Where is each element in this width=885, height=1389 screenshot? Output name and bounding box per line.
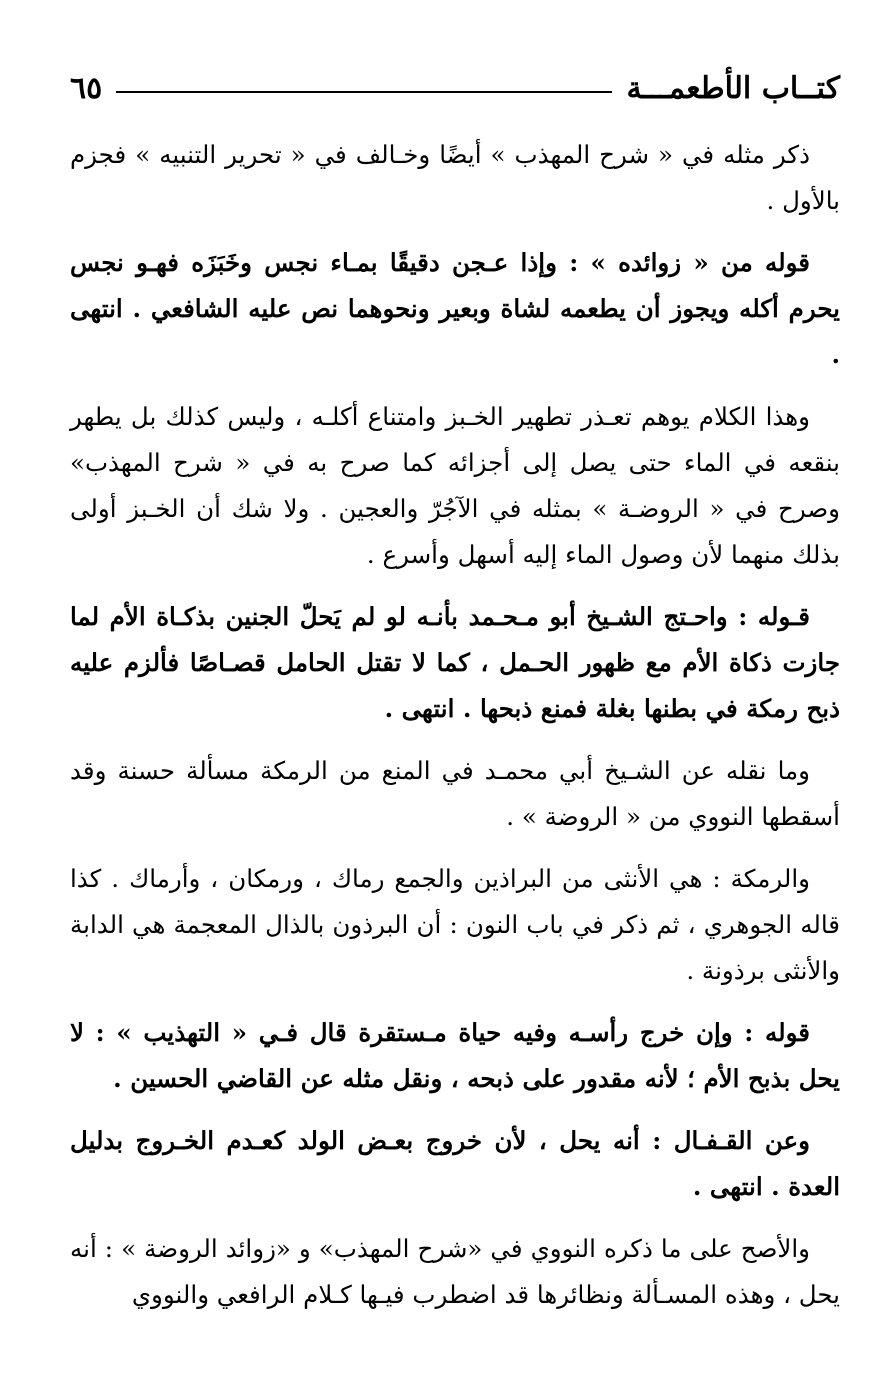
paragraph-4-quote: قـوله : واحـتج الشـيخ أبو مـحـمد بأنـه لو لم يَحلّ الجنين بذكـاة الأم لما جازت ذكاة الأم مع ظهور الحـمل ، كما لا تقتل الحامل قصـاصًا فألزم عليه ذبح رمكة في بطنها بغلة فمنع ذبحها . انتهى . xyxy=(70,602,841,723)
paragraph-9: والأصح على ما ذكره النووي في «شرح المهذب» و «زوائد الروضة » : أنه يحل ، وهذه المسـألة ونظائرها قد اضطرب فيـها كـلام الرافعي والنووي xyxy=(70,1234,840,1309)
paragraph-3: وهذا الكلام يوهم تعـذر تطهير الخـبز وامتناع أكلـه ، وليس كذلك بل يطهر بنقعه في الماء حتى يصل إلى أجزائه كما صرح به في « شرح المهذب» وصرح في « الروضـة » بمثله في الآجُرّ والعجين . ولا شك أن الخـبز أولى بذلك منهما لأن وصول الماء إليه أسهل وأسرع . xyxy=(70,402,840,569)
header-rule xyxy=(116,91,612,93)
paragraph-5: وما نقله عن الشـيخ أبي محمـد في المنع من الرمكة مسألة حسنة وقد أسقطها النووي من « الروضة » . xyxy=(70,756,840,831)
paragraph-2-quote: قوله من « زوائده » : وإذا عـجن دقيقًا بمـاء نجس وخَبَزَه فهـو نجس يحرم أكله ويجوز أن يطعمه لشاة وبعير ونحوهما نص عليه الشافعي . انتهى . xyxy=(70,248,840,369)
chapter-title: كتــاب الأطعمـــة xyxy=(626,70,840,106)
running-header xyxy=(70,62,840,114)
paragraph-7-quote: قوله : وإن خرج رأسـه وفيه حياة مـستقرة قال فـي « التهذيب » : لا يحل بذبح الأم ؛ لأنه مقدور على ذبحه ، ونقل مثله عن القاضي الحسين . xyxy=(70,1018,840,1093)
page-number: ٦٥ xyxy=(70,70,103,106)
paragraph-8-quote: وعن القـفـال : أنه يحل ، لأن خروج بعـض الولد كعـدم الخـروج بدليل العدة . انتهى . xyxy=(70,1126,840,1201)
book-page xyxy=(70,62,840,1318)
paragraph-1: ذكر مثله في « شرح المهذب » أيضًا وخـالف في « تحرير التنبيه » فجزم بالأول . xyxy=(70,140,840,215)
paragraph-6: والرمكة : هي الأنثى من البراذين والجمع رماك ، ورمكان ، وأرماك . كذا قاله الجوهري ، ثم ذكر في باب النون : أن البرذون بالذال المعجمة هي الدابة والأنثى برذونة . xyxy=(70,864,840,985)
